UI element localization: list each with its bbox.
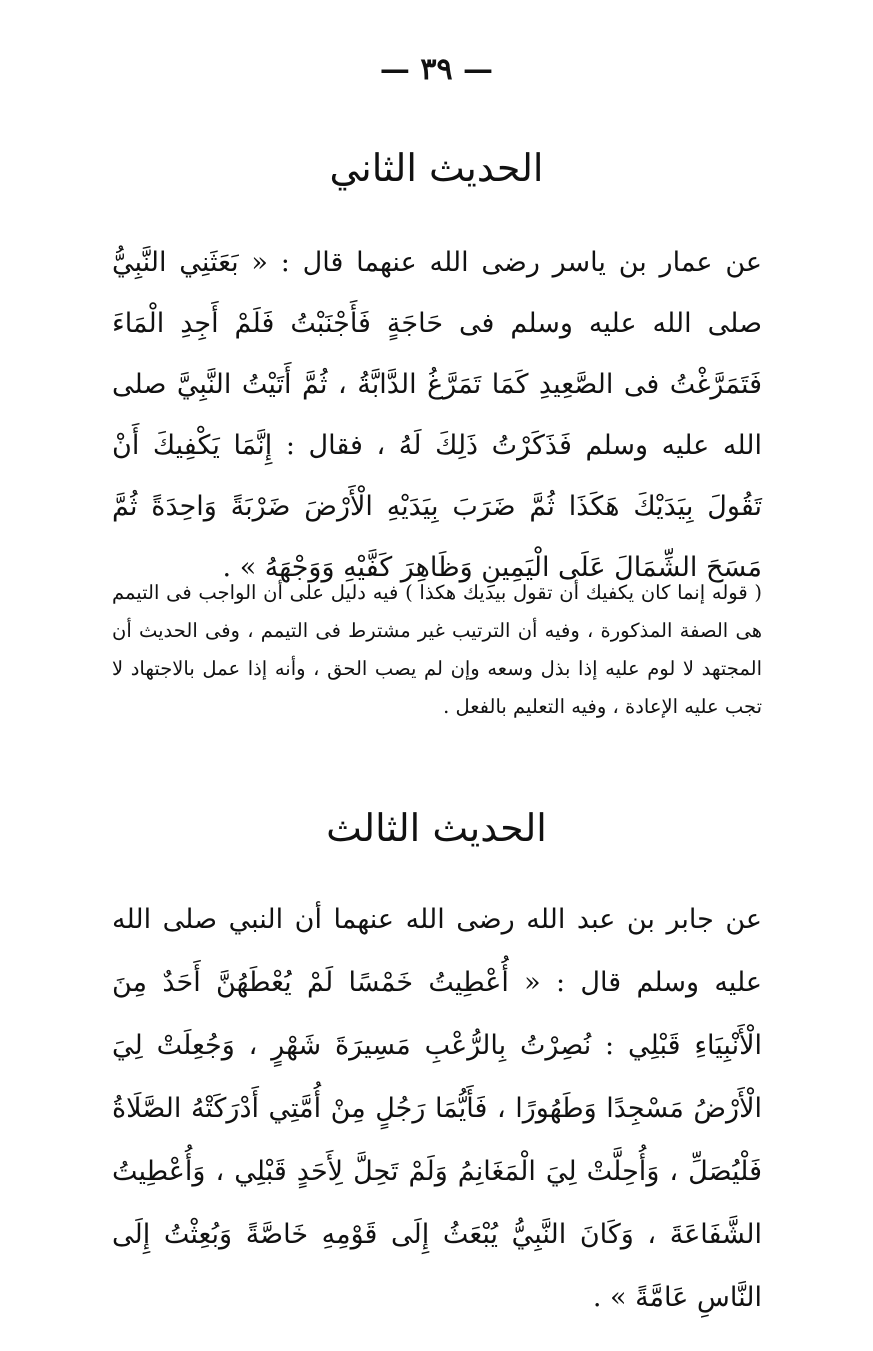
hadith-text-3: عن جابر بن عبد الله رضى الله عنهما أن النبي صلى الله عليه وسلم قال : « أُعْطِيتُ خَمْسًا لَمْ يُعْطَهُنَّ أَحَدٌ مِنَ الْأَنْبِيَاءِ قَبْلِي : نُصِرْتُ بِالرُّعْبِ مَسِيرَةَ شَهْرٍ ، وَجُعِلَتْ لِيَ الْأَرْضُ مَسْجِدًا وَطَهُورًا ، فَأَيُّمَا رَجُلٍ مِنْ أُمَّتِي أَدْرَكَتْهُ الصَّلَاةُ فَلْيُصَلِّ ، وَأُحِلَّتْ لِيَ الْمَغَانِمُ وَلَمْ تَحِلَّ لِأَحَدٍ قَبْلِي ، وَأُعْطِيتُ الشَّفَاعَةَ ، وَكَانَ النَّبِيُّ يُبْعَثُ إِلَى قَوْمِهِ خَاصَّةً وَبُعِثْتُ إِلَى النَّاسِ عَامَّةً » . — [112, 904, 762, 1313]
section-title-hadith-2: الحديث الثاني — [329, 146, 544, 190]
page-number: — ٣٩ — — [379, 52, 494, 87]
commentary-text: ( قوله إنما كان يكفيك أن تقول بيديك هكذا ) فيه دليل على أن الواجب فى التيمم هى الصفة المذكورة ، وفيه أن الترتيب غير مشترط فى التيمم ، وفى الحديث أن المجتهد لا لوم عليه إذا بذل وسعه وإن لم يصب الحق ، وأنه إذا عمل بالاجتهاد لا تجب عليه الإعادة ، وفيه التعليم بالفعل . — [112, 581, 762, 718]
hadith-text-2: عن عمار بن ياسر رضى الله عنهما قال : « بَعَثَنِي النَّبِيُّ صلى الله عليه وسلم فى حَاجَةٍ فَأَجْنَبْتُ فَلَمْ أَجِدِ الْمَاءَ فَتَمَرَّغْتُ فى الصَّعِيدِ كَمَا تَمَرَّغُ الدَّابَّةُ ، ثُمَّ أَتَيْتُ النَّبِيَّ صلى الله عليه وسلم فَذَكَرْتُ ذَلِكَ لَهُ ، فقال : إِنَّمَا يَكْفِيكَ أَنْ تَقُولَ بِيَدَيْكَ هَكَذَا ثُمَّ ضَرَبَ بِيَدَيْهِ الْأَرْضَ ضَرْبَةً وَاحِدَةً ثُمَّ مَسَحَ الشِّمَالَ عَلَى الْيَمِينِ وَظَاهِرَ كَفَّيْهِ وَوَجْهَهُ » . — [112, 247, 762, 583]
section-title-hadith-3: الحديث الثالث — [326, 806, 547, 850]
